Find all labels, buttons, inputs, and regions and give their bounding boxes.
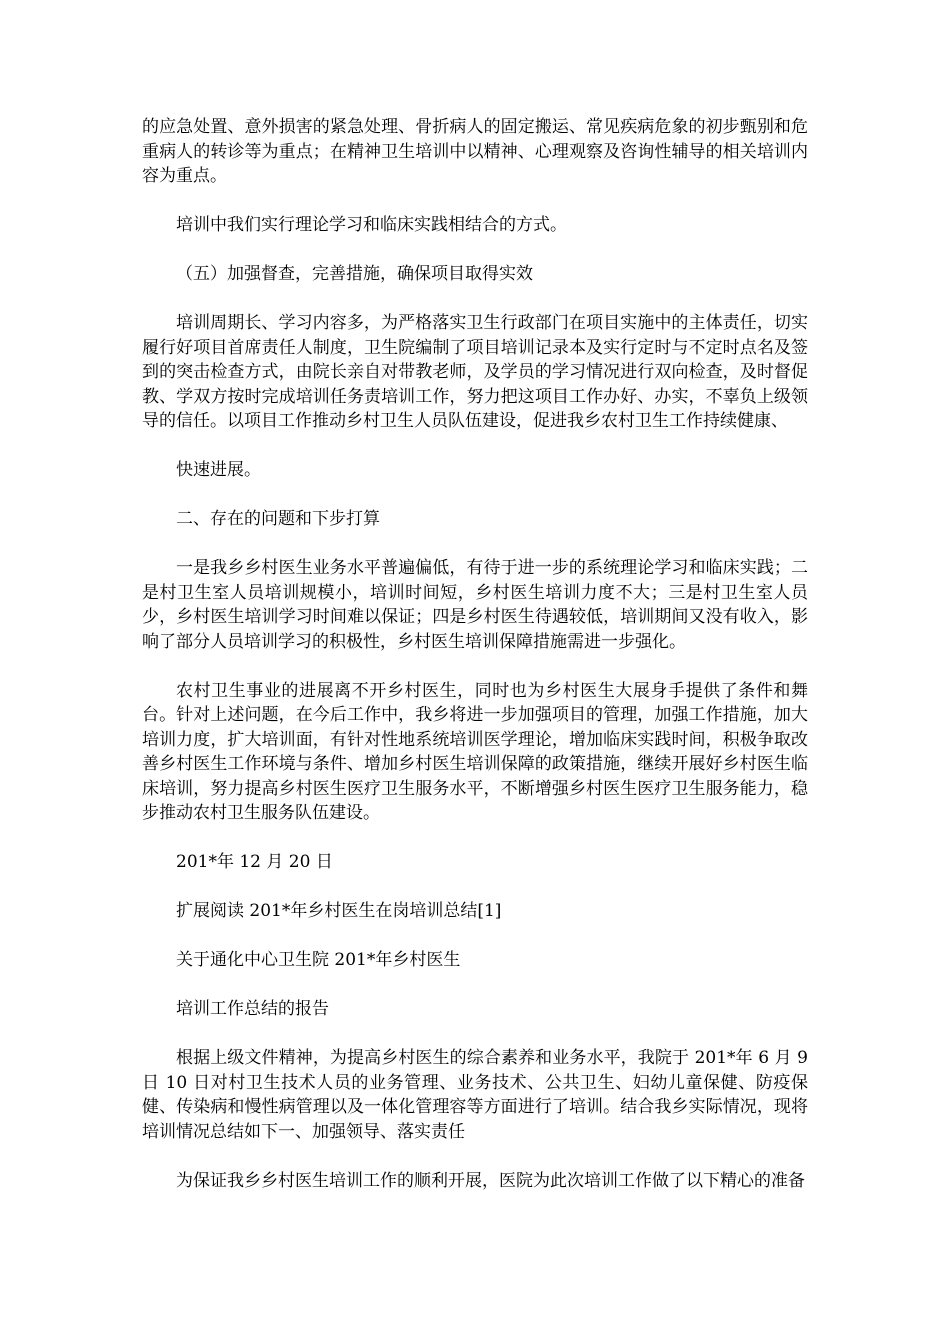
paragraph: 根据上级文件精神，为提高乡村医生的综合素养和业务水平，我院于 201*年 6 月 9 日 10 日对村卫生技术人员的业务管理、业务技术、公共卫生、妇幼儿童保健、防疫保健、传染病和慢性病管理以及一体化管理容等方面进行了培训。结合我乡实际情况，现将培训情况总结如下一、加强领导、落实责任	[142, 1048, 808, 1142]
paragraph: 快速进展。	[176, 460, 261, 480]
paragraph: 的应急处置、意外损害的紧急处理、骨折病人的固定搬运、常见疾病危象的初步甄别和危重病人的转诊等为重点；在精神卫生培训中以精神、心理观察及咨询性辅导的相关培训内容为重点。	[142, 117, 808, 186]
report-title-line-1: 关于通化中心卫生院 201*年乡村医生	[176, 950, 461, 970]
paragraph: 农村卫生事业的进展离不开乡村医生，同时也为乡村医生大展身手提供了条件和舞台。针对上述问题，在今后工作中，我乡将进一步加强项目的管理，加强工作措施，加大培训力度，扩大培训面，有针对性地系统培训医学理论，增加临床实践时间，积极争取改善乡村医生工作环境与条件、增加乡村医生培训保障的政策措施，继续开展好乡村医生临床培训，努力提高乡村医生医疗卫生服务水平，不断增强乡村医生医疗卫生服务能力，稳步推动农村卫生服务队伍建设。	[142, 680, 808, 823]
paragraph: 培训中我们实行理论学习和临床实践相结合的方式。	[176, 215, 567, 235]
document-body	[142, 115, 808, 1218]
date-line: 201*年 12 月 20 日	[176, 852, 333, 872]
paragraph: 培训周期长、学习内容多，为严格落实卫生行政部门在项目实施中的主体责任，切实履行好项目首席责任人制度，卫生院编制了项目培训记录本及实行定时与不定时点名及签到的突击检查方式，由院长亲自对带教老师，及学员的学习情况进行双向检查，及时督促教、学双方按时完成培训任务责培训工作，努力把这项目工作办好、办实，不辜负上级领导的信任。以项目工作推动乡村卫生人员队伍建设，促进我乡农村卫生工作持续健康、	[142, 313, 808, 431]
paragraph: 一是我乡乡村医生业务水平普遍偏低，有待于进一步的系统理论学习和临床实践；二是村卫生室人员培训规模小，培训时间短，乡村医生培训力度不大；三是村卫生室人员少，乡村医生培训学习时间难以保证；四是乡村医生待遇较低，培训期间又没有收入，影响了部分人员培训学习的积极性，乡村医生培训保障措施需进一步强化。	[142, 558, 808, 652]
section-heading: （五）加强督查，完善措施，确保项目取得实效	[176, 264, 533, 284]
paragraph: 为保证我乡乡村医生培训工作的顺利开展，医院为此次培训工作做了以下精心的准备	[176, 1170, 805, 1191]
extended-reading-title: 扩展阅读 201*年乡村医生在岗培训总结[1]	[176, 901, 502, 921]
section-heading: 二、存在的问题和下步打算	[176, 509, 380, 529]
report-title-line-2: 培训工作总结的报告	[176, 999, 329, 1019]
